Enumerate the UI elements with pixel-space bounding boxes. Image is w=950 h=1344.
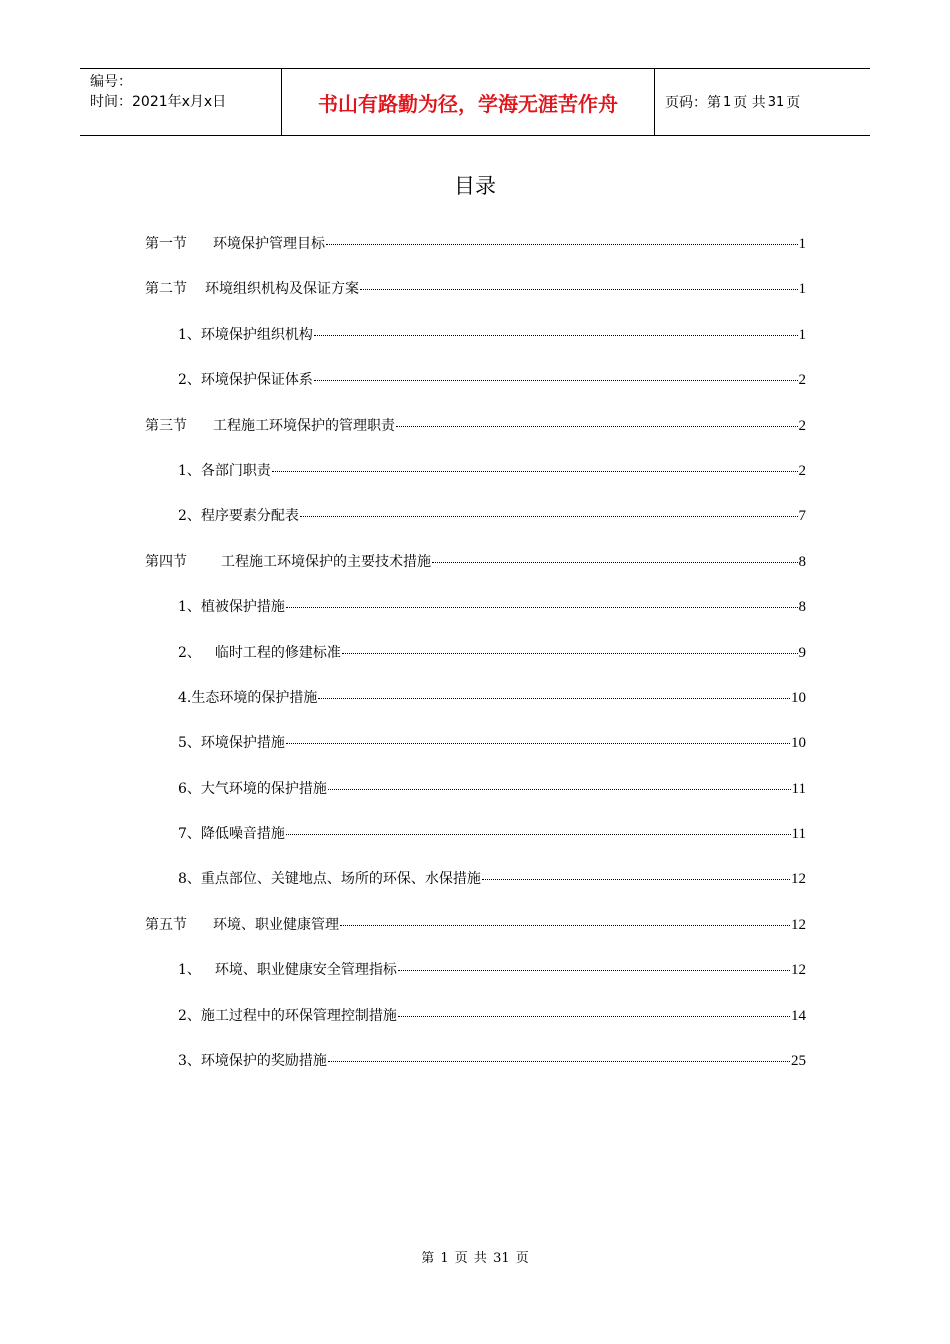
toc-entry[interactable]: [145, 505, 806, 550]
toc-entry[interactable]: [145, 778, 806, 823]
toc-entry-page: 12: [791, 962, 806, 979]
toc-entry-label: 2、: [178, 1007, 201, 1024]
toc-entry-label: 1、: [178, 462, 201, 479]
toc-entry[interactable]: [145, 369, 806, 414]
toc-entry-text: [178, 868, 481, 888]
toc-entry[interactable]: [145, 732, 806, 777]
toc-entry-text: [178, 778, 327, 798]
footer-page-total: 31: [493, 1251, 510, 1266]
toc-entry-title: 重点部位、关键地点、场所的环保、水保措施: [200, 871, 481, 888]
toc-entry[interactable]: [145, 687, 806, 732]
toc-entry-label: 第五节: [145, 916, 187, 933]
toc-entry-page: 11: [791, 780, 806, 797]
toc-entry-text: [145, 278, 359, 298]
toc-entry-title: 工程施工环境保护的管理职责: [213, 417, 395, 434]
toc-entry[interactable]: [145, 868, 806, 913]
toc-entry-page: 1: [798, 326, 806, 343]
toc-entry[interactable]: [145, 324, 806, 369]
toc-entry[interactable]: [145, 551, 806, 596]
toc-leader-dots: [482, 879, 790, 880]
toc-leader-dots: [342, 653, 798, 654]
toc-leader-dots: [300, 516, 798, 517]
toc-entry-page: 8: [798, 553, 806, 570]
toc-entry-label: 2、: [178, 644, 201, 661]
toc-leader-dots: [398, 1016, 790, 1017]
toc-title: 目录: [454, 174, 496, 198]
toc-entry-label: 1、: [178, 599, 201, 616]
toc-entry[interactable]: [145, 642, 806, 687]
toc-entry-text: [178, 1005, 397, 1025]
toc-entry-text: [178, 1050, 327, 1070]
footer-mid: 页 共: [454, 1251, 487, 1266]
toc-entry-label: 3、: [178, 1053, 201, 1070]
toc-entry-label: 5、: [178, 735, 201, 752]
toc-leader-dots: [286, 607, 798, 608]
toc-entry-page: 10: [791, 735, 806, 752]
toc-entry-title: 环境保护措施: [200, 735, 285, 752]
toc-leader-dots: [396, 426, 798, 427]
header-page-info: [655, 69, 870, 135]
toc-entry-text: [178, 687, 317, 707]
toc-entry-label: 第三节: [145, 417, 187, 434]
toc-entry-page: 10: [791, 689, 806, 706]
toc-entry-page: 12: [791, 871, 806, 888]
toc-entry-title: 各部门职责: [200, 462, 271, 479]
header-page-suffix: 页: [786, 95, 801, 111]
toc-entry[interactable]: [145, 823, 806, 868]
toc-entry-page: 2: [798, 417, 806, 434]
toc-entry-label: 第一节: [145, 236, 187, 252]
toc-leader-dots: [286, 834, 791, 835]
toc-entry-page: 2: [798, 372, 806, 389]
toc-entry-page: 12: [791, 916, 806, 933]
header-page-total: 31: [767, 94, 785, 110]
toc-entry-title: 大气环境的保护措施: [200, 780, 327, 797]
toc-entry-label: 2、: [178, 372, 201, 389]
header-page-prefix: 页码：第: [665, 95, 721, 111]
toc-entry-title: 环境、职业健康安全管理指标: [214, 962, 397, 979]
toc-entry[interactable]: [145, 1005, 806, 1050]
toc-entry-title: 环境组织机构及保证方案: [205, 281, 359, 298]
toc-entry-title: 生态环境的保护措施: [191, 689, 318, 706]
toc-entry-label: 1、: [178, 326, 201, 343]
toc-entry-title: 植被保护措施: [200, 599, 285, 616]
header-page-current: 1: [723, 94, 732, 110]
toc-entry-page: 9: [798, 644, 806, 661]
toc-entry-text: [178, 823, 285, 843]
toc-entry-label: 4.: [178, 689, 192, 706]
toc-entry-label: 6、: [178, 780, 201, 797]
footer-suffix: 页: [515, 1251, 529, 1266]
toc-entry-page: 7: [798, 508, 806, 525]
toc-entry-title: 工程施工环境保护的主要技术措施: [221, 553, 431, 570]
document-time: 时间：2021年x月x日: [90, 94, 227, 110]
toc-entry-page: 1: [798, 281, 806, 298]
toc-entry-label: 7、: [178, 826, 201, 843]
toc-entry-label: 2、: [178, 508, 201, 525]
toc-entry-text: [178, 324, 313, 344]
toc-leader-dots: [360, 289, 798, 290]
toc-entry-page: 11: [791, 826, 806, 843]
toc-entry[interactable]: [145, 1050, 806, 1095]
toc-entry-text: [145, 233, 325, 253]
toc-leader-dots: [314, 380, 798, 381]
toc-entry-title: 环境、职业健康管理: [213, 916, 339, 933]
toc-entry-title: 环境保护的奖励措施: [200, 1053, 327, 1070]
toc-entry-label: 第二节: [145, 281, 187, 298]
toc-entry-text: [145, 914, 339, 934]
toc-entry-text: [178, 596, 285, 616]
header-meta: [80, 69, 282, 135]
toc-entry-page: 2: [798, 462, 806, 479]
toc-entry-title: 降低噪音措施: [200, 826, 285, 843]
toc-leader-dots: [272, 471, 798, 472]
toc-leader-dots: [286, 743, 790, 744]
toc-entry-text: [178, 369, 313, 389]
toc-leader-dots: [398, 970, 790, 971]
toc-entry-text: [178, 959, 397, 979]
document-number-label: 编号：: [90, 74, 132, 90]
footer-prefix: 第: [421, 1251, 435, 1266]
toc-entry-page: 1: [798, 236, 806, 252]
toc-entry-text: [178, 505, 299, 525]
toc-leader-dots: [326, 244, 798, 245]
toc-entry[interactable]: [145, 596, 806, 641]
toc-entry[interactable]: [145, 278, 806, 323]
toc-leader-dots: [328, 789, 791, 790]
toc-leader-dots: [340, 925, 790, 926]
page-header: [80, 68, 870, 136]
toc-entry[interactable]: [145, 914, 806, 959]
toc-entry-title: 临时工程的修建标准: [214, 644, 341, 661]
toc-entry[interactable]: [145, 959, 806, 1004]
toc-entry-label: 8、: [178, 871, 201, 888]
toc-entry-title: 施工过程中的环保管理控制措施: [200, 1007, 397, 1024]
toc-entry-text: [178, 732, 285, 752]
toc-entry-text: [145, 551, 431, 571]
toc-entry-page: 25: [791, 1053, 806, 1070]
toc-entry-title: 程序要素分配表: [200, 508, 299, 525]
toc-entry-page: 14: [791, 1007, 806, 1024]
toc-entry[interactable]: [145, 460, 806, 505]
toc-entry-title: 环境保护组织机构: [200, 326, 313, 343]
toc-entry[interactable]: [145, 233, 806, 278]
toc-entry-title: 环境保护管理目标: [213, 236, 325, 252]
toc-entry-text: [178, 642, 341, 662]
toc-entry[interactable]: [145, 415, 806, 460]
toc-leader-dots: [432, 562, 798, 563]
toc-entry-title: 环境保护保证体系: [200, 372, 313, 389]
toc-leader-dots: [314, 335, 798, 336]
toc-entry-text: [178, 460, 271, 480]
table-of-contents: [145, 233, 806, 1095]
toc-leader-dots: [328, 1061, 790, 1062]
toc-entry-label: 1、: [178, 962, 201, 979]
toc-entry-label: 第四节: [145, 553, 187, 570]
footer-page-current: 1: [440, 1251, 449, 1266]
toc-entry-page: 8: [798, 599, 806, 616]
header-page-mid: 页 共: [733, 95, 766, 111]
header-motto: 书山有路勤为径，学海无涯苦作舟: [282, 69, 655, 135]
toc-entry-text: [145, 415, 395, 435]
page-footer: [0, 1247, 950, 1266]
toc-leader-dots: [318, 698, 790, 699]
